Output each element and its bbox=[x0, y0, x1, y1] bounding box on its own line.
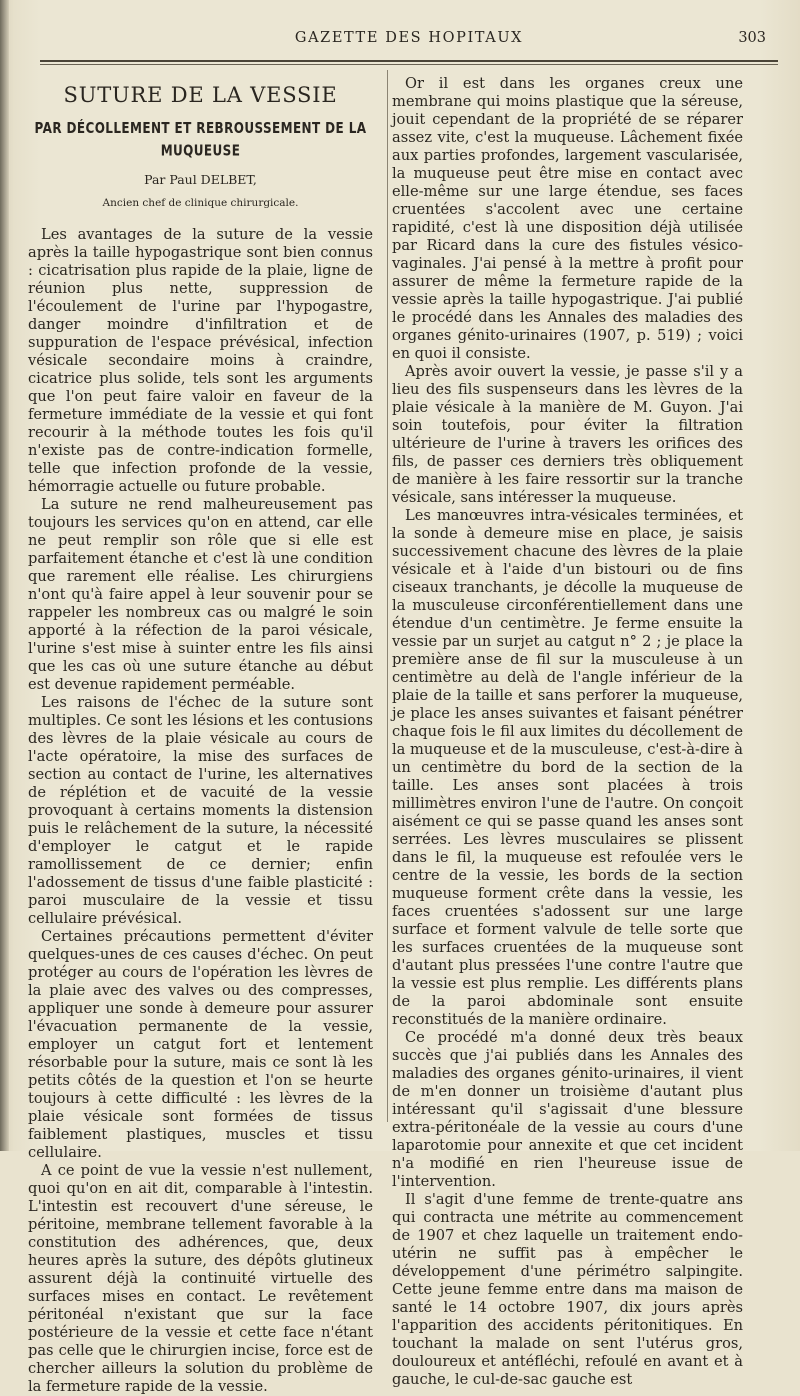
paragraph: Il s'agit d'une femme de trente-quatre ans qui contracta une métrite au commencement de 1907 et chez laquelle un traitement endo-utérin ne suffit pas à empêcher le développement d'une périmétro salpingite. Cette jeune femme entre dans ma maison de santé le 14 octobre 1907, dix jours après l'apparition des accidents péritonitiques. En touchant la malade on sent l'utérus gros, douloureux et antéfléchi, refoulé en avant et à gauche, le cul-de-sac gauche est bbox=[392, 1191, 743, 1388]
paragraph: Or il est dans les organes creux une membrane qui moins plastique que la séreuse, jouit cependant de la propriété de se réparer assez vite, c'est la muqueuse. Lâchement fixée aux parties profondes, largement vascularisée, la muqueuse peut être mise en contact avec elle-même sur une large étendue, ses faces cruentées s'accolent avec une certaine rapidité, c'est là une disposition déjà utilisée par Ricard dans la cure des fistules vésico-vaginales. J'ai pensé à la mettre à profit pour assurer de même la fermeture rapide de la vessie après la taille hypogastrique. J'ai publié le procédé dans les Annales des maladies des organes génito-urinaires (1907, p. 519) ; voici en quoi il consiste. bbox=[392, 75, 743, 362]
page-number: 303 bbox=[738, 30, 766, 46]
header-rule-thin bbox=[40, 64, 778, 65]
paragraph: Les manœuvres intra-vésicales terminées, et la sonde à demeure mise en place, je saisis successivement chacune des lèvres de la plaie vésicale et à l'aide d'un bistouri ou de fins ciseaux tranchants, je décolle la muqueuse de la musculeuse circonférentiellement dans une étendue d'un centimètre. Je ferme ensuite la vessie par un surjet au catgut n° 2 ; je place la première anse de fil sur la musculeuse à un centimètre au delà de l'angle inférieur de la plaie de la taille et sans perforer la muqueuse, je place les anses suivantes et faisant pénétrer chaque fois le fil aux limites du décollement de la muqueuse et de la musculeuse, c'est-à-dire à un centimètre du bord de la section de la taille. Les anses sont placées à trois millimètres environ l'une de l'autre. On conçoit aisément ce qui se passe quand les anses sont serrées. Les lèvres musculaires se plissent dans le fil, la muqueuse est refoulée vers le centre de la vessie, les bords de la section muqueuse forment crête dans la vessie, les faces cruentées s'adossent sur une large surface et forment valvule de telle sorte que les surfaces cruentées de la muqueuse sont d'autant plus pressées l'une contre l'autre que la vessie est plus remplie. Les différents plans de la paroi abdominale sont ensuite reconstitués de la manière ordinaire. bbox=[392, 507, 743, 1028]
running-header bbox=[40, 30, 778, 52]
paragraph: La suture ne rend malheureusement pas toujours les services qu'on en attend, car elle ne peut remplir son rôle que si elle est parfaitement étanche et c'est là une condition que rarement elle réalise. Les chirurgiens n'ont qu'à faire appel à leur souvenir pour se rappeler les nombreux cas ou malgré le soin apporté à la réfection de la paroi vésicale, l'urine s'est mise à suinter entre les fils ainsi que les cas où une suture étanche au début est devenue rapidement perméable. bbox=[28, 496, 373, 693]
right-column bbox=[392, 75, 743, 1389]
paragraph: Après avoir ouvert la vessie, je passe s'il y a lieu des fils suspenseurs dans les lèvres de la plaie vésicale à la manière de M. Guyon. J'ai soin toutefois, pour éviter la filtration ultérieure de l'urine à travers les orifices des fils, de passer ces derniers très obliquement de manière à les faire ressortir sur la tranche vésicale, sans intéresser la muqueuse. bbox=[392, 363, 743, 506]
paragraph: Les raisons de l'échec de la suture sont multiples. Ce sont les lésions et les contusions des lèvres de la plaie vésicale au cours de l'acte opératoire, la mise des surfaces de section au contact de l'urine, les alternatives de réplétion et de vacuité de la vessie provoquant à certains moments la distension puis le relâchement de la suture, la nécessité d'employer le catgut et le rapide ramollissement de ce dernier; enfin l'adossement de tissus d'une faible plasticité : paroi musculaire de la vessie et tissu cellulaire prévésical. bbox=[28, 694, 373, 927]
left-column bbox=[28, 75, 373, 1396]
paragraph: Les avantages de la suture de la vessie après la taille hypogastrique sont bien connus : cicatrisation plus rapide de la plaie, ligne de réunion plus nette, suppression de l'écoulement de l'urine par l'hypogastre, danger moindre d'infiltration et de suppuration de l'espace prévésical, infection vésicale secondaire moins à craindre, cicatrice plus solide, tels sont les arguments que l'on peut faire valoir en faveur de la fermeture immédiate de la vessie et qui font recourir à la méthode toutes les fois qu'il n'existe pas de contre-indication formelle, telle que infection profonde de la vessie, hémorragie actuelle ou future probable. bbox=[28, 226, 373, 495]
journal-title: GAZETTE DES HOPITAUX bbox=[294, 30, 524, 46]
paragraph: Certaines précautions permettent d'éviter quelques-unes de ces causes d'échec. On peut protéger au cours de l'opération les lèvres de la plaie avec des valves ou des compresses, appliquer une sonde à demeure pour assurer l'évacuation permanente de la vessie, employer un catgut fort et lentement résorbable pour la suture, mais ce sont là les petits côtés de la question et l'on se heurte toujours à cette difficulté : les lèvres de la plaie vésicale sont formées de tissus faiblement plastiques, muscles et tissu cellulaire. bbox=[28, 928, 373, 1161]
author-affiliation: Ancien chef de clinique chirurgicale. bbox=[102, 197, 299, 209]
header-rule-thick bbox=[40, 60, 778, 62]
column-divider bbox=[387, 70, 388, 1122]
paragraph: Ce procédé m'a donné deux très beaux succès que j'ai publiés dans les Annales des maladies des organes génito-urinaires, il vient de m'en donner un troisième d'autant plus intéressant qu'il s'agissait d'une blessure extra-péritonéale de la vessie au cours d'une laparotomie pour annexite et que cet incident n'a modifié en rien l'heureuse issue de l'intervention. bbox=[392, 1029, 743, 1190]
paragraph: A ce point de vue la vessie n'est nullement, quoi qu'on en ait dit, comparable à l'intestin. L'intestin est recouvert d'une séreuse, le péritoine, membrane tellement favorable à la constitution des adhérences, que, deux heures après la suture, des dépôts glutineux assurent déjà la continuité virtuelle des surfaces mises en contact. Le revêtement péritonéal n'existant que sur la face postérieure de la vessie et cette face n'étant pas celle que le chirurgien incise, force est de chercher ailleurs la solution du problème de la fermeture rapide de la vessie. bbox=[28, 1162, 373, 1395]
page-binding-edge bbox=[0, 0, 9, 1151]
article-byline: Par Paul DELBET, bbox=[144, 172, 257, 187]
article-title: SUTURE DE LA VESSIE bbox=[63, 83, 338, 107]
article-subtitle: PAR DÉCOLLEMENT ET REBROUSSEMENT DE LA MUQUEUSE bbox=[34, 119, 367, 159]
